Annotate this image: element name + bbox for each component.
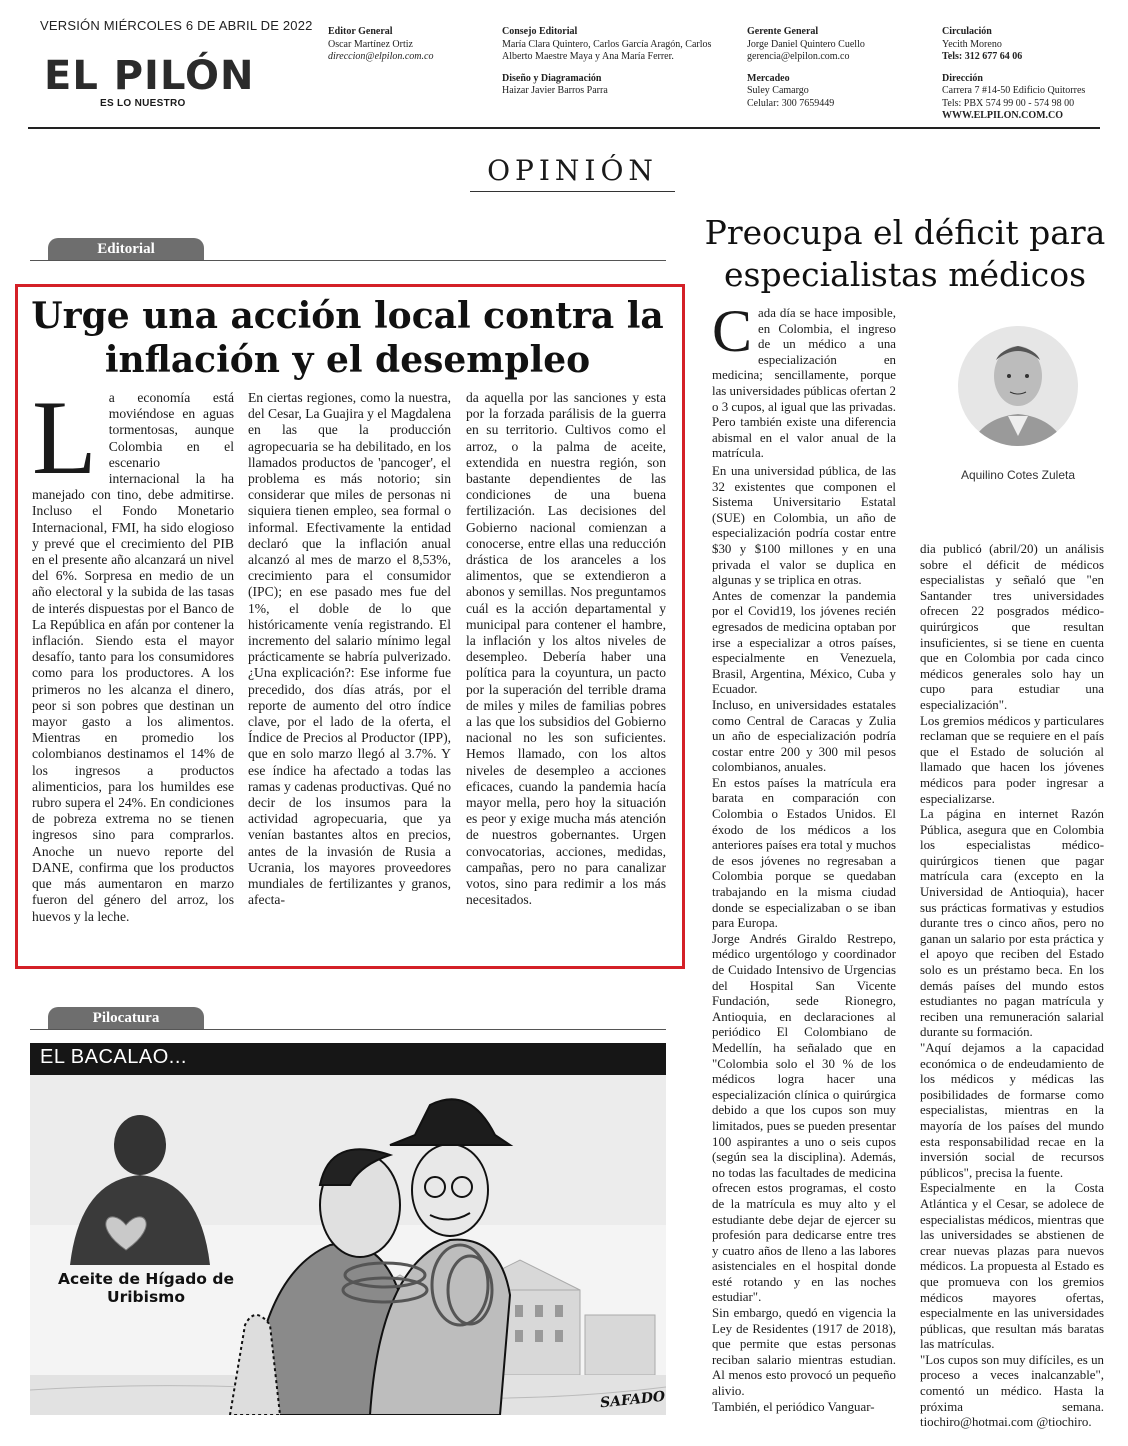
opinion-paragraph: En una universidad pública, de las 32 existentes que componen el Sistema Universitario Estatal (SUE) en Colombia, un año de especialización podría costar entre $30 y $100 millones y en una privada el valor se duplica en algunas y se triplica en otras. (712, 464, 896, 588)
cartoon-illustration[interactable] (30, 1075, 666, 1415)
website-link[interactable]: WWW.ELPILON.COM.CO (942, 110, 1064, 121)
staff-design-label: Diseño y Diagramación (502, 72, 602, 84)
editorial-col3-text: da aquella por las sanciones y esta por la forzada parálisis de la guerra en su territorio. Cultivos como el arroz, o la palma de aceite, extendida en nuestra región, son bastante dependientes de las condiciones de una buena fertilización. Las decisiones del Gobierno nacional comienzan a conocerse, entre ellas una reducción drástica de los aranceles a los alimentos, que se extendieron a abonos y semillas. Nos preguntamos cuál es la acción departamental y municipal para contener el hambre, la inflación y los altos niveles de desempleo. Debería haber una política para la coyuntura, un pacto por la superación del terrible drama de miles y miles de familias pobres a las que los subsidios del Gobierno nacional no les son suficientes. Hemos llamado, con los altos niveles de desempleo a acciones eficaces, cuando la pandemia hacía mayor mella, pero hoy la situación es peor y exige mucha más atención de nuestros gobernantes. Urgen convocatorias, acciones, medidas, campañas, pero no para canalizar votos, sino para redimir a los más necesitados. (466, 390, 666, 908)
staff-manager-email[interactable]: gerencia@elpilon.com.co (747, 51, 850, 62)
staff-manager (747, 26, 917, 110)
staff-council-label: Consejo Editorial (502, 26, 578, 37)
editorial-column-1 (32, 379, 234, 925)
cartoon-title: EL BACALAO... (40, 1046, 187, 1068)
opinion-paragraph: Especialmente en la Costa Atlántica y el Cesar, se adolece de especialistas médicos, mientras que las universidades se abstienen de crear nuevas plazas para nuevos médicos. La propuesta al Estado es que promueva con los gremios médicos mayores ofertas, especialmente en las universidades públicas, que resultan más baratas las matrículas. (920, 1181, 1104, 1352)
tab-editorial[interactable]: Editorial (48, 238, 204, 260)
staff-editor (328, 26, 488, 64)
staff-addr-line: Carrera 7 #14-50 Edificio Quitorres (942, 85, 1086, 96)
opinion-column-1 (712, 464, 896, 1415)
opinion-lead (712, 298, 896, 462)
logo-slogan: ES LO NUESTRO (100, 98, 186, 109)
opinion-dropcap: C (712, 298, 753, 364)
staff-manager-label: Gerente General (747, 26, 819, 37)
staff-design-name: Haizar Javier Barros Parra (502, 85, 608, 96)
staff-editor-label: Editor General (328, 26, 393, 37)
opinion-paragraph: Sin embargo, quedó en vigencia la Ley de Residentes (1917 de 2018), que permite que estas personas reciban salario mientras estudian. Al menos esto provocó un pequeño alivio. (712, 1306, 896, 1399)
opinion-paragraph: Incluso, en universidades estatales como Central de Caracas y Zulia un año de especialización podría costar entre 200 y 300 mil pesos colombianos, anuales. (712, 697, 896, 775)
staff-editor-email[interactable]: direccion@elpilon.com.co (328, 51, 434, 62)
edition-date: VERSIÓN MIÉRCOLES 6 DE ABRIL DE 2022 (40, 18, 313, 33)
staff-council (502, 26, 714, 98)
staff-circ-phone: Tels: 312 677 64 06 (942, 51, 1023, 62)
opinion-paragraph: "Los cupos son muy difíciles, es un proceso a veces inalcanzable", comentó un médico. Hasta la próxima semana. tiochiro@hotmai.com @tiochiro. (920, 1352, 1104, 1430)
newspaper-logo[interactable]: EL PILÓN (44, 53, 255, 99)
editorial-col2-text: En ciertas regiones, como la nuestra, del Cesar, La Guajira y el Magdalena en las que la producción agropecuaria se ha debilitado, en los llamados productos de 'pancoger', el problema es más notorio; sin considerar que miles de personas ni siquiera tienen empleo, sea formal o informal. Efectivamente la entidad declaró que la inflación anual alcanzó al mes de marzo el 8,53%, crecimiento para el consumidor (IPC); en ese pasado mes fue del 1%, el doble de lo que históricamente venía registrando. El incremento del salario mínimo legal prácticamente se habría pulverizado. ¿Una explicación?: Ese informe fue precedido, dos días atrás, por el reporte de aumento del otro índice clave, por el lado de la oferta, el Índice de Precios al Productor (IPP), que en solo marzo llegó al 3.7%. Y ese índice ha afectado a todas las ramas y cadenas productivas. Qué no decir de los insumos para la actividad agropecuaria, que ya venían bastantes altos en precios, antes de la invasión de Rusia a Ucrania, los mayores proveedores mundiales de fertilizantes y granos, afecta- (248, 390, 451, 908)
opinion-paragraph: Antes de comenzar la pandemia por el Covid19, los jóvenes recién egresados de medicina optaban por irse a especializar a otros países, especialmente en Venezuela, Brasil, Argentina, México, Cuba y Ecuador. (712, 588, 896, 697)
staff-council-names: María Clara Quintero, Carlos García Aragón, Carlos Alberto Maestre Maya y Ana María Ferrer. (502, 38, 712, 62)
editorial-column-3 (466, 390, 666, 909)
staff-market-label: Mercadeo (747, 72, 790, 84)
section-title: OPINIÓN (487, 154, 658, 187)
opinion-paragraph: Los gremios médicos y particulares reclaman que se requiere en el país que el Estado de solución al llamado que hacen los jóvenes médicos para poder ingresar a especializarse. (920, 713, 1104, 806)
opinion-paragraph: En estos países la matrícula era barata en comparación con Colombia o Estados Unidos. El éxodo de los médicos a los anteriores países era total y muchos de esos jóvenes no regresaban a Colombia porque se quedaban trabajando en la misma ciudad donde se especializaban o se iban para Europa. (712, 775, 896, 931)
opinion-paragraph: "Aquí dejamos a la capacidad económica o de endeudamiento de los médicos y médicas las posibilidades de formarse como especialistas, mientras en la mayoría de los países del mundo esta responsabilidad recae en la inversión social de recursos públicos", precisa la fuente. (920, 1041, 1104, 1180)
cartoon-caption: Aceite de Hígado de Uribismo (58, 1270, 234, 1306)
staff-market-phone: Celular: 300 7659449 (747, 97, 835, 109)
author-photo (956, 318, 1080, 454)
section-rule (470, 191, 675, 192)
opinion-headline: Preocupa el déficit para especialistas médicos (704, 213, 1106, 294)
opinion-paragraph: La página en internet Razón Pública, asegura que en Colombia los especialistas médico-quirúrgicos tienen que pagar matrícula cara (excepto en la Universidad de Antioquia), hacer sus prácticas formativas y estudios durante tres o cinco años, pero no ganan un salario por esta práctica y el apoyo que reciben del Estado solo es un préstamo beca. En los demás países del mundo estos estudiantes no pagan matrícula y reciben una remuneración salarial durante su formación. (920, 807, 1104, 1040)
opinion-column-2 (920, 542, 1104, 1431)
author-byline: Aquilino Cotes Zuleta (960, 468, 1076, 482)
masthead-rule (28, 127, 1100, 129)
opinion-lead-text: ada día se hace imposible, en Colombia, el ingreso de un médico a una especialización en medicina; sencillamente, porque las universidades públicas ofertan 2 o 3 cupos, al igual que las privadas. Pero también existe una diferencia abismal en el valor anual de la matrícula. (712, 306, 896, 461)
editorial-tab-rule (30, 260, 666, 261)
editorial-dropcap: L (32, 379, 97, 496)
staff-manager-name: Jorge Daniel Quintero Cuello (747, 38, 865, 50)
opinion-paragraph: También, el periódico Vanguar- (712, 1399, 875, 1414)
cartoonist-signature: SAFADO (599, 1388, 666, 1412)
staff-circ-label: Circulación (942, 26, 992, 37)
editorial-column-2 (248, 390, 451, 909)
editorial-col1-text: a economía está moviéndose en aguas tormentosas, aunque Colombia en el escenario internacional la ha manejado con tino, debe admitirse. Incluso el Fondo Monetario Internacional, FMI, ha sido elogioso y prevé que el crecimiento del PIB en el presente año alcanzará un nivel del 6%. Sorpresa en medio de un año electoral y la subida de las tasas de interés dispuestas por el Banco de La República en afán por contener la inflación. Siendo esta el mayor desafío, tanto para los consumidores como para los productores. A los primeros no les alcanza el dinero, peor si son pobres que destinan un mayor gasto a los alimentos. Mientras en promedio los colombianos destinamos el 14% de los ingresos a productos alimenticios, para los humildes ese rubro supera el 24%. En condiciones de pobreza extrema no se tienen ingresos sino para comprarlos. Anoche un nuevo reporte del DANE, confirma que los productos que más aumentaron en marzo fueron del género del arroz, los huevos y la leche. (32, 390, 234, 924)
staff-circ-name: Yecith Moreno (942, 38, 1002, 50)
opinion-paragraph: dia publicó (abril/20) un análisis sobre el déficit de médicos especialistas y señaló que "en Santander tres universidades ofrecen 22 posgrados médico-quirúrgicos que resultan insuficientes, si se tiene en cuenta que en Colombia por cada cinco médicos generales solo hay un cupo para estudiar una especialización". (920, 542, 1104, 712)
staff-circulation (942, 26, 1112, 123)
staff-market-name: Suley Camargo (747, 85, 809, 96)
staff-editor-name: Oscar Martínez Ortiz (328, 38, 413, 50)
editorial-headline: Urge una acción local contra la inflación y el desempleo (31, 295, 664, 381)
cartoon-tab-rule (30, 1029, 666, 1030)
staff-addr-label: Dirección (942, 72, 983, 84)
opinion-paragraph: Jorge Andrés Giraldo Restrepo, médico urgentólogo y coordinador de Cuidado Intensivo de Urgencias del Hospital San Vicente Fundación, sede Rionegro, Antioquia, en declaraciones al periódico El Colombiano de Medellín, ha señalado que en "Colombia solo el 30 % de los médicos logra hacer una especialización clínica o quirúrgica debido a que los cupos son muy limitados, pues se pueden presentar 100 aspirantes a uno o seis cupos (según sea la disciplina). Además, no todas las facultades de medicina ofrecen estos programas, el costo de la matrícula es muy alto y el estudiante debe dejar de ejercer su profesión para dedicarse entre tres y cuatro años de lleno a las labores asistenciales en el hospital donde esté rotando y en las noches estudiar". (712, 931, 896, 1305)
staff-addr-phone: Tels: PBX 574 99 00 - 574 98 00 (942, 97, 1075, 109)
tab-pilocatura[interactable]: Pilocatura (48, 1007, 204, 1029)
